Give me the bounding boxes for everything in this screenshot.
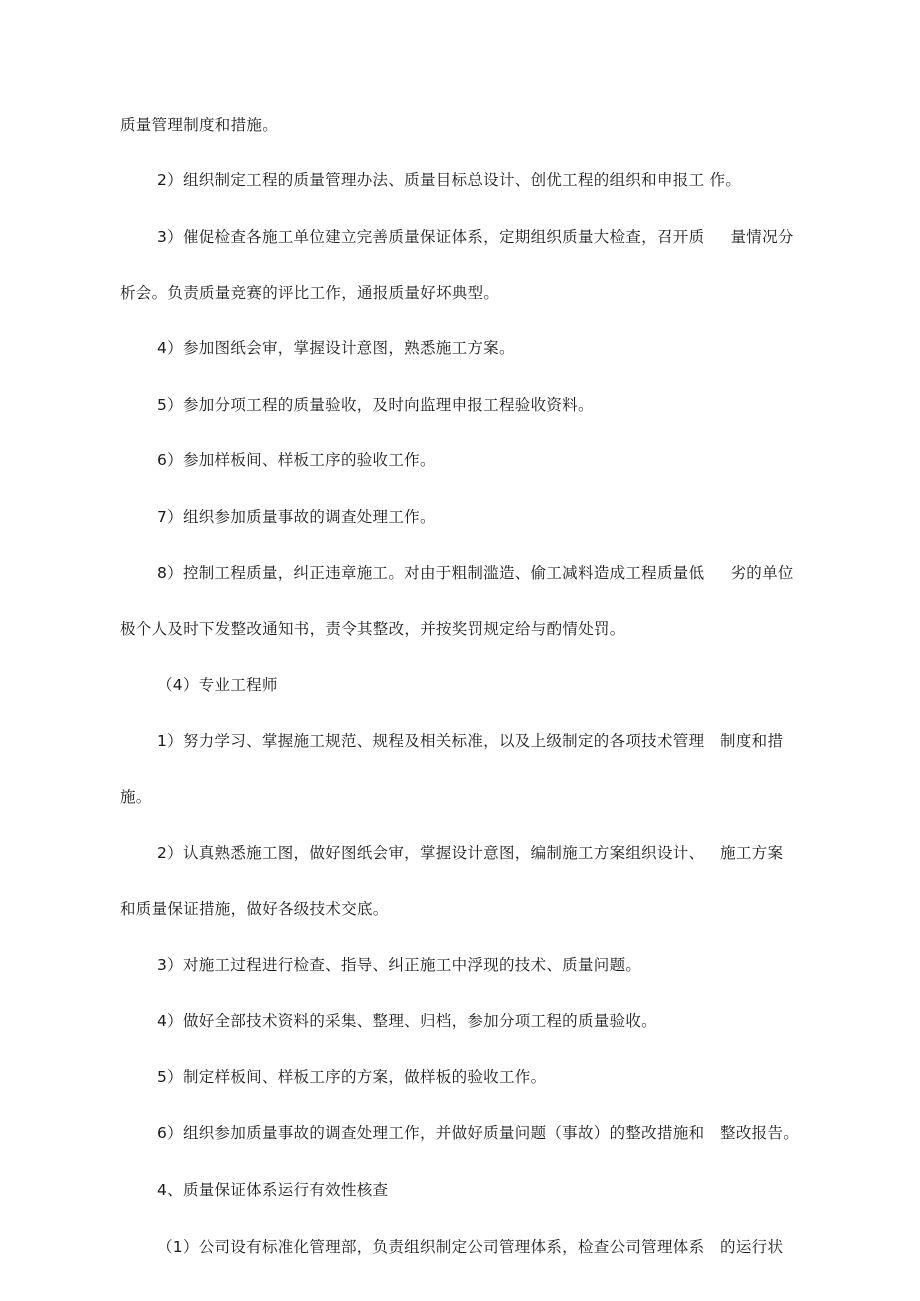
section-heading: 4、质量保证体系运行有效性核查 bbox=[157, 1181, 389, 1199]
text-line: 4）参加图纸会审，掌握设计意图，熟悉施工方案。 bbox=[157, 339, 515, 357]
text-line: 6）参加样板间、样板工序的验收工作。 bbox=[157, 451, 436, 469]
text-line: 5）参加分项工程的质量验收，及时向监理申报工程验收资料。 bbox=[157, 396, 594, 414]
text-line: 3）对施工过程进行检查、指导、纠正施工中浮现的技术、质量问题。 bbox=[157, 956, 642, 974]
text-line: 施。 bbox=[120, 788, 152, 806]
text-line: 1）努力学习、掌握施工规范、规程及相关标准，以及上级制定的各项技术管理 制度和措 bbox=[157, 732, 784, 750]
text-line: 7）组织参加质量事故的调查处理工作。 bbox=[157, 508, 436, 526]
text-line: （1）公司设有标准化管理部，负责组织制定公司管理体系，检查公司管理体系 的运行状 bbox=[157, 1238, 784, 1256]
text-line: 和质量保证措施，做好各级技术交底。 bbox=[120, 900, 389, 918]
text-line: 析会。负责质量竞赛的评比工作，通报质量好坏典型。 bbox=[120, 284, 500, 302]
text-line: 3）催促检查各施工单位建立完善质量保证体系，定期组织质量大检查，召开质 量情况分 bbox=[157, 228, 794, 246]
section-heading: （4）专业工程师 bbox=[157, 676, 278, 694]
text-line: 质量管理制度和措施。 bbox=[120, 116, 279, 134]
text-line: 2）认真熟悉施工图，做好图纸会审，掌握设计意图，编制施工方案组织设计、 施工方案 bbox=[157, 844, 784, 862]
text-line: 6）组织参加质量事故的调查处理工作，并做好质量问题（事故）的整改措施和 整改报告。 bbox=[157, 1124, 800, 1142]
text-line: 极个人及时下发整改通知书，责令其整改，并按奖罚规定给与酌情处罚。 bbox=[120, 620, 626, 638]
text-line: 4）做好全部技术资料的采集、整理、归档，参加分项工程的质量验收。 bbox=[157, 1012, 657, 1030]
text-line: 2）组织制定工程的质量管理办法、质量目标总设计、创优工程的组织和申报工 作。 bbox=[157, 171, 742, 189]
text-line: 8）控制工程质量，纠正违章施工。对由于粗制滥造、偷工减料造成工程质量低 劣的单位 bbox=[157, 564, 794, 582]
text-line: 5）制定样板间、样板工序的方案，做样板的验收工作。 bbox=[157, 1068, 547, 1086]
